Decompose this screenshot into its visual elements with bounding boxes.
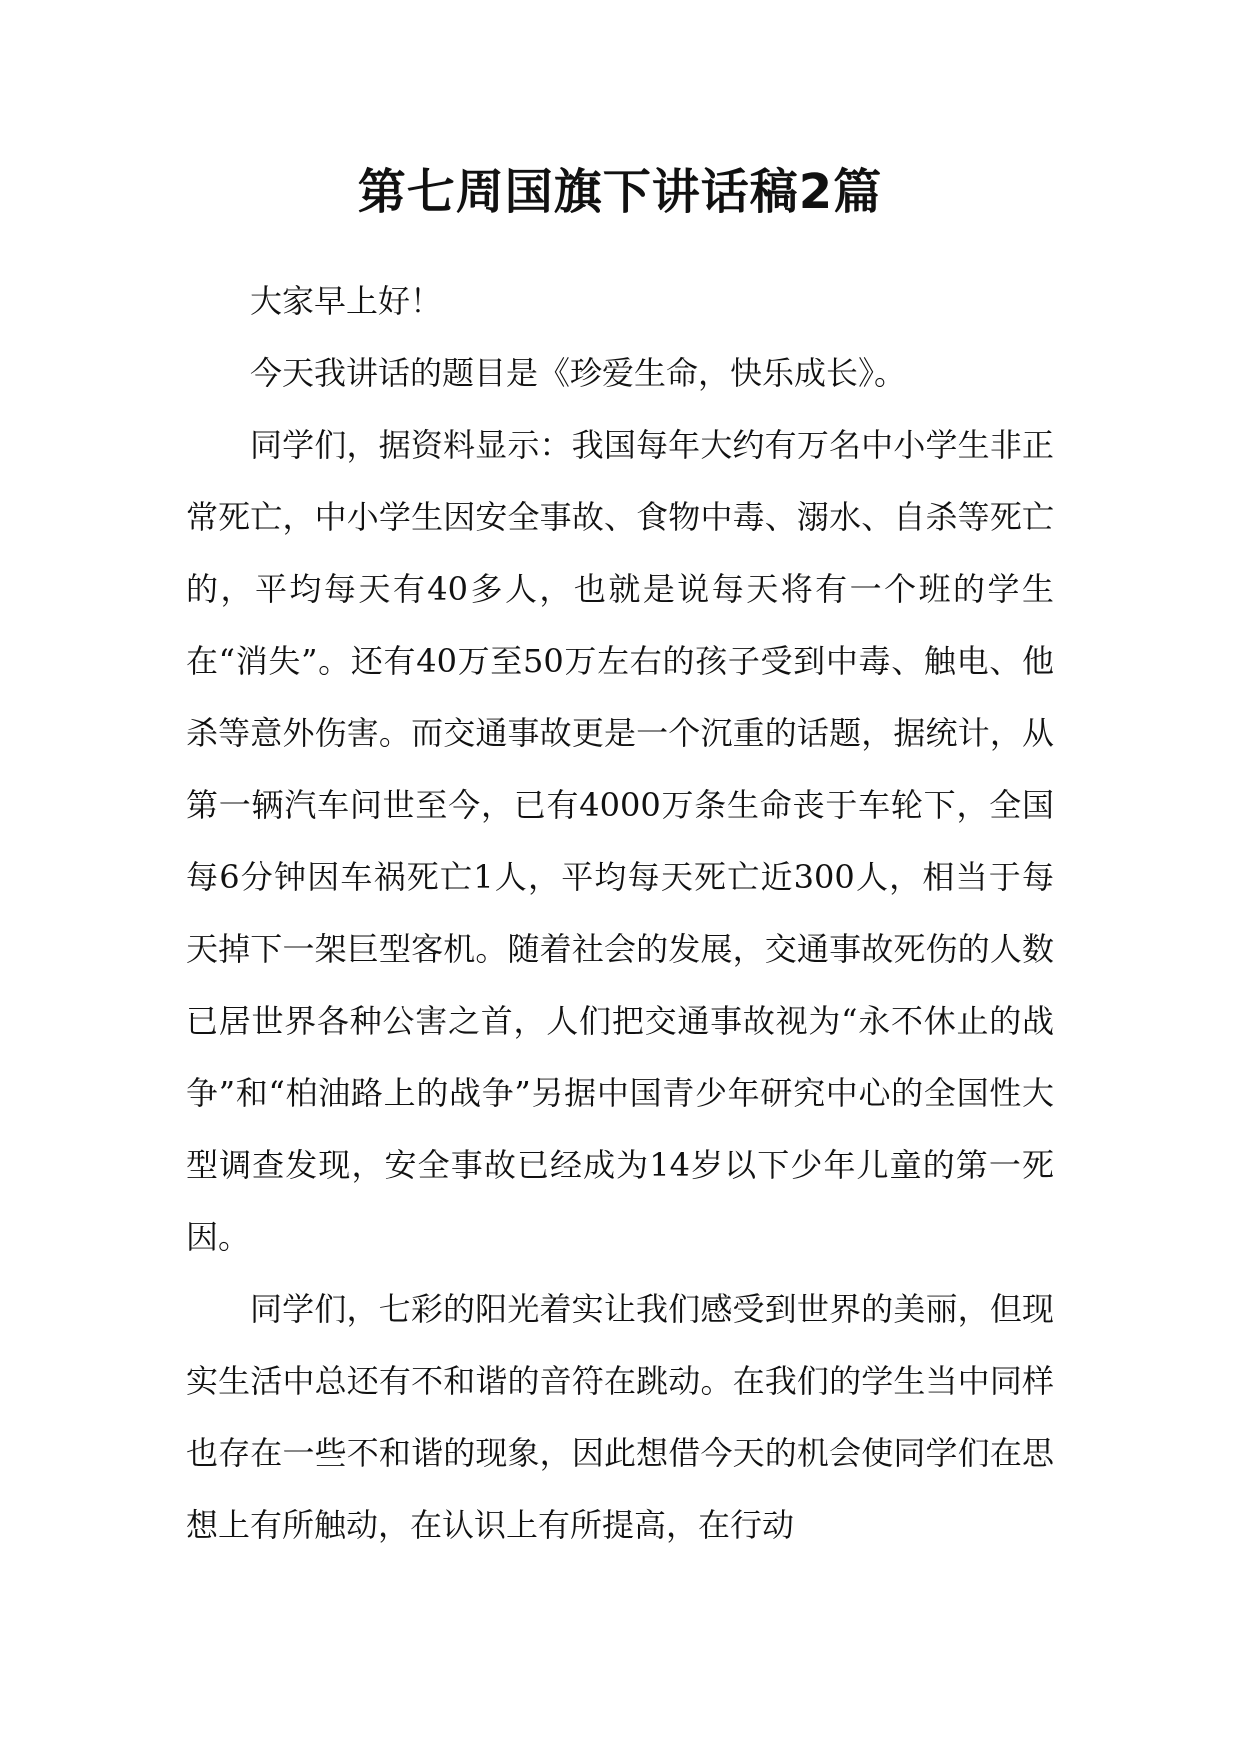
- paragraph-harmony: 同学们，七彩的阳光着实让我们感受到世界的美丽，但现实生活中总还有不和谐的音符在跳动。在我们的学生当中同样也存在一些不和谐的现象，因此想借今天的机会使同学们在思想上有所触动，在认识上有所提高，在行动: [186, 1290, 1054, 1544]
- paragraph-statistics: 同学们，据资料显示：我国每年大约有万名中小学生非正常死亡，中小学生因安全事故、食物中毒、溺水、自杀等死亡的，平均每天有40多人，也就是说每天将有一个班的学生在“消失”。还有40万至50万左右的孩子受到中毒、触电、他杀等意外伤害。而交通事故更是一个沉重的话题，据统计，从第一辆汽车问世至今，已有4000万条生命丧于车轮下，全国每6分钟因车祸死亡1人，平均每天死亡近300人，相当于每天掉下一架巨型客机。随着社会的发展，交通事故死伤的人数已居世界各种公害之首，人们把交通事故视为“永不休止的战争”和“柏油路上的战争”另据中国青少年研究中心的全国性大型调查发现，安全事故已经成为14岁以下少年儿童的第一死因。: [186, 426, 1054, 1256]
- document-title: 第七周国旗下讲话稿2篇: [357, 164, 883, 220]
- paragraph-greeting: 大家早上好！: [250, 282, 443, 320]
- document-body: [186, 265, 1054, 1561]
- paragraph-topic: 今天我讲话的题目是《珍爱生命，快乐成长》。: [250, 354, 907, 392]
